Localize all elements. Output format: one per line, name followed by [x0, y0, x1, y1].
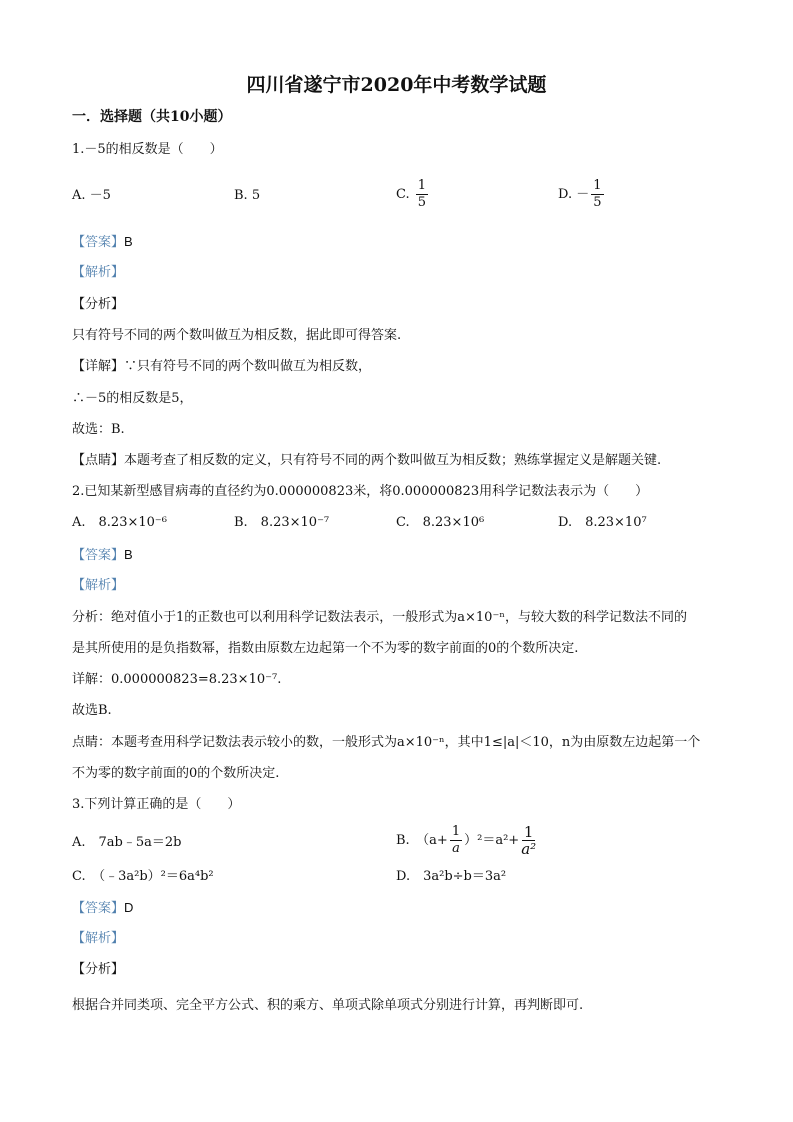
q2-analysis-label: 【解析】: [72, 578, 125, 593]
q1-analysis-label: 【解析】: [72, 265, 125, 280]
q3-option-b: [396, 824, 538, 857]
label: D. －: [558, 187, 590, 202]
answer-value: D: [124, 900, 134, 915]
q1-answer: [72, 233, 133, 252]
detail-label: 【详解】: [72, 359, 125, 374]
dianjing-text: 本题考查了相反数的定义，只有符号不同的两个数叫做互为相反数；熟练掌握定义是解题关键.: [124, 453, 662, 468]
answer-label: 【答案】: [72, 235, 125, 250]
q1-fenxi-label: 【分析】: [72, 297, 125, 312]
q1-option-c: [396, 178, 430, 211]
answer-label: 【答案】: [72, 901, 125, 916]
dianjing-label: 【点睛】: [72, 453, 125, 468]
numerator: 1: [593, 178, 602, 193]
expr: ）²＝a²+: [464, 833, 520, 848]
q2-line: 分析：绝对值小于1的正数也可以利用科学记数法表示，一般形式为a×10⁻ⁿ，与较大数的科学记数法不同的: [72, 610, 687, 625]
q3-fenxi: 根据合并同类项、完全平方公式、积的乘方、单项式除单项式分别进行计算，再判断即可.: [72, 998, 584, 1013]
answer-value: B: [124, 234, 133, 249]
q3-stem: 3.下列计算正确的是（ ）: [72, 797, 241, 812]
q2-answer: [72, 546, 133, 565]
q3-option-d: D. 3a²b÷b＝3a²: [396, 869, 507, 884]
q3-analysis-label: 【解析】: [72, 931, 125, 946]
denominator: 5: [593, 195, 602, 210]
denominator: 5: [417, 195, 427, 210]
q1-option-d: [558, 178, 606, 211]
numerator: 1: [523, 823, 534, 841]
q2-line: 详解：0.000000823=8.23×10⁻⁷.: [72, 672, 282, 687]
q3-option-c: C. （﹣3a²b）²＝6a⁴b²: [72, 869, 214, 884]
q2-option-d: D. 8.23×10⁷: [558, 515, 647, 530]
q1-line: ∴－5的相反数是5，: [72, 391, 193, 406]
q3-option-a: A. 7ab﹣5a＝2b: [72, 835, 182, 850]
q2-stem: 2.已知某新型感冒病毒的直径约为0.000000823米，将0.000000823用科学记数法表示为（ ）: [72, 484, 649, 499]
q2-option-a: A. 8.23×10⁻⁶: [72, 515, 167, 530]
page-title: 四川省遂宁市2020年中考数学试题: [246, 74, 547, 96]
fraction: [416, 178, 428, 211]
q2-line: 点睛：本题考查用科学记数法表示较小的数，一般形式为a×10⁻ⁿ，其中1≤|a|＜10，n为由原数左边起第一个: [72, 735, 701, 750]
q2-option-b: B. 8.23×10⁻⁷: [234, 515, 330, 530]
detail-text: ∵只有符号不同的两个数叫做互为相反数，: [124, 359, 372, 374]
fraction: [521, 824, 536, 857]
q1-option-b: B. 5: [234, 188, 261, 203]
q2-option-c: C. 8.23×10⁶: [396, 515, 485, 530]
q3-fenxi-label: 【分析】: [72, 962, 125, 977]
expr: B. （a+: [396, 833, 448, 848]
denominator: a²: [521, 840, 537, 858]
q1-dianjing: [72, 452, 661, 470]
section-heading: 一．选择题（共10小题）: [72, 109, 232, 125]
fraction: [591, 178, 603, 211]
answer-value: B: [124, 547, 133, 562]
q1-stem: 1.－5的相反数是（ ）: [72, 142, 223, 157]
answer-label: 【答案】: [72, 548, 125, 563]
fraction: [450, 824, 462, 857]
q2-line: 不为零的数字前面的0的个数所决定.: [72, 766, 280, 781]
q2-line: 故选B.: [72, 703, 112, 718]
denominator: a: [452, 841, 460, 856]
q1-line: 故选：B.: [72, 422, 125, 437]
numerator: 1: [451, 824, 461, 839]
q1-fenxi: 只有符号不同的两个数叫做互为相反数，据此即可得答案.: [72, 328, 402, 343]
q2-line: 是其所使用的是负指数幂，指数由原数左边起第一个不为零的数字前面的0的个数所决定.: [72, 641, 579, 656]
q1-option-a: A. －5: [72, 188, 111, 203]
q3-answer: [72, 899, 133, 918]
numerator: 1: [417, 178, 427, 193]
label: C.: [396, 187, 410, 202]
q1-detail: [72, 358, 371, 376]
